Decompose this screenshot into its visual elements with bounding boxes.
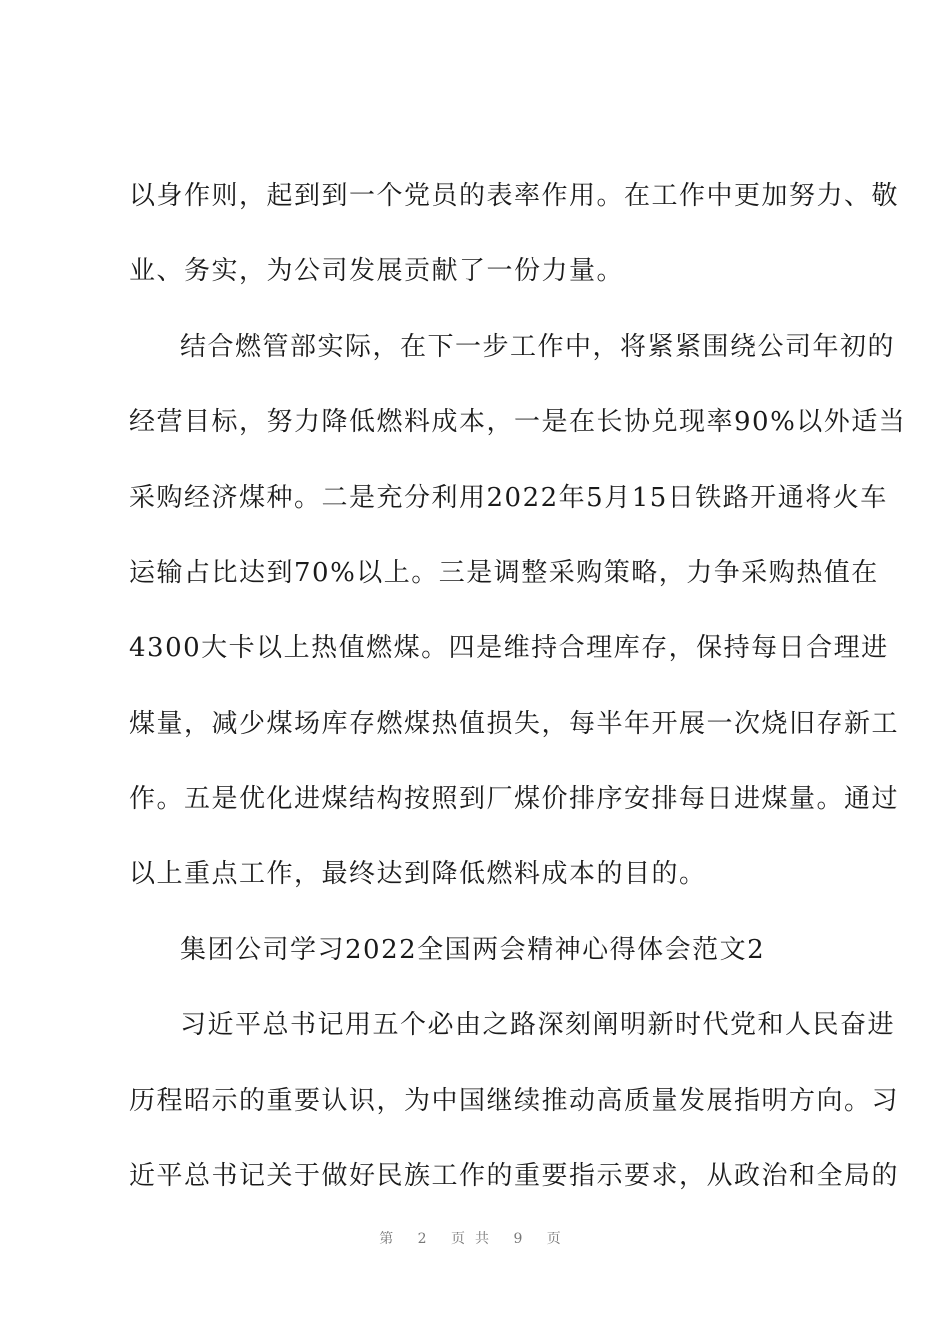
paragraph-line: 作。五是优化进煤结构按照到厂煤价排序安排每日进煤量。通过	[129, 784, 900, 814]
paragraph-line: 采购经济煤种。二是充分利用2022年5月15日铁路开通将火车	[129, 483, 888, 513]
paragraph-line: 业、务实，为公司发展贡献了一份力量。	[129, 256, 625, 286]
paragraph-line: 以上重点工作，最终达到降低燃料成本的目的。	[129, 859, 707, 889]
paragraph-line: 以身作则，起到到一个党员的表率作用。在工作中更加努力、敬	[129, 181, 900, 211]
paragraph-line: 习近平总书记用五个必由之路深刻阐明新时代党和人民奋进	[180, 1010, 896, 1040]
paragraph-line: 4300大卡以上热值燃煤。四是维持合理库存，保持每日合理进	[129, 633, 889, 663]
section-heading: 集团公司学习2022全国两会精神心得体会范文2	[180, 935, 766, 965]
paragraph-line: 运输占比达到70%以上。三是调整采购策略，力争采购热值在	[129, 558, 879, 588]
paragraph-line: 历程昭示的重要认识，为中国继续推动高质量发展指明方向。习	[129, 1086, 900, 1116]
paragraph-line: 经营目标，努力降低燃料成本，一是在长协兑现率90%以外适当	[129, 407, 907, 437]
paragraph-line: 近平总书记关于做好民族工作的重要指示要求，从政治和全局的	[129, 1161, 900, 1191]
paragraph-line: 结合燃管部实际，在下一步工作中，将紧紧围绕公司年初的	[180, 332, 896, 362]
page-number-footer: 第 2 页共 9 页	[379, 1231, 571, 1247]
paragraph-line: 煤量，减少煤场库存燃煤热值损失，每半年开展一次烧旧存新工	[129, 709, 900, 739]
